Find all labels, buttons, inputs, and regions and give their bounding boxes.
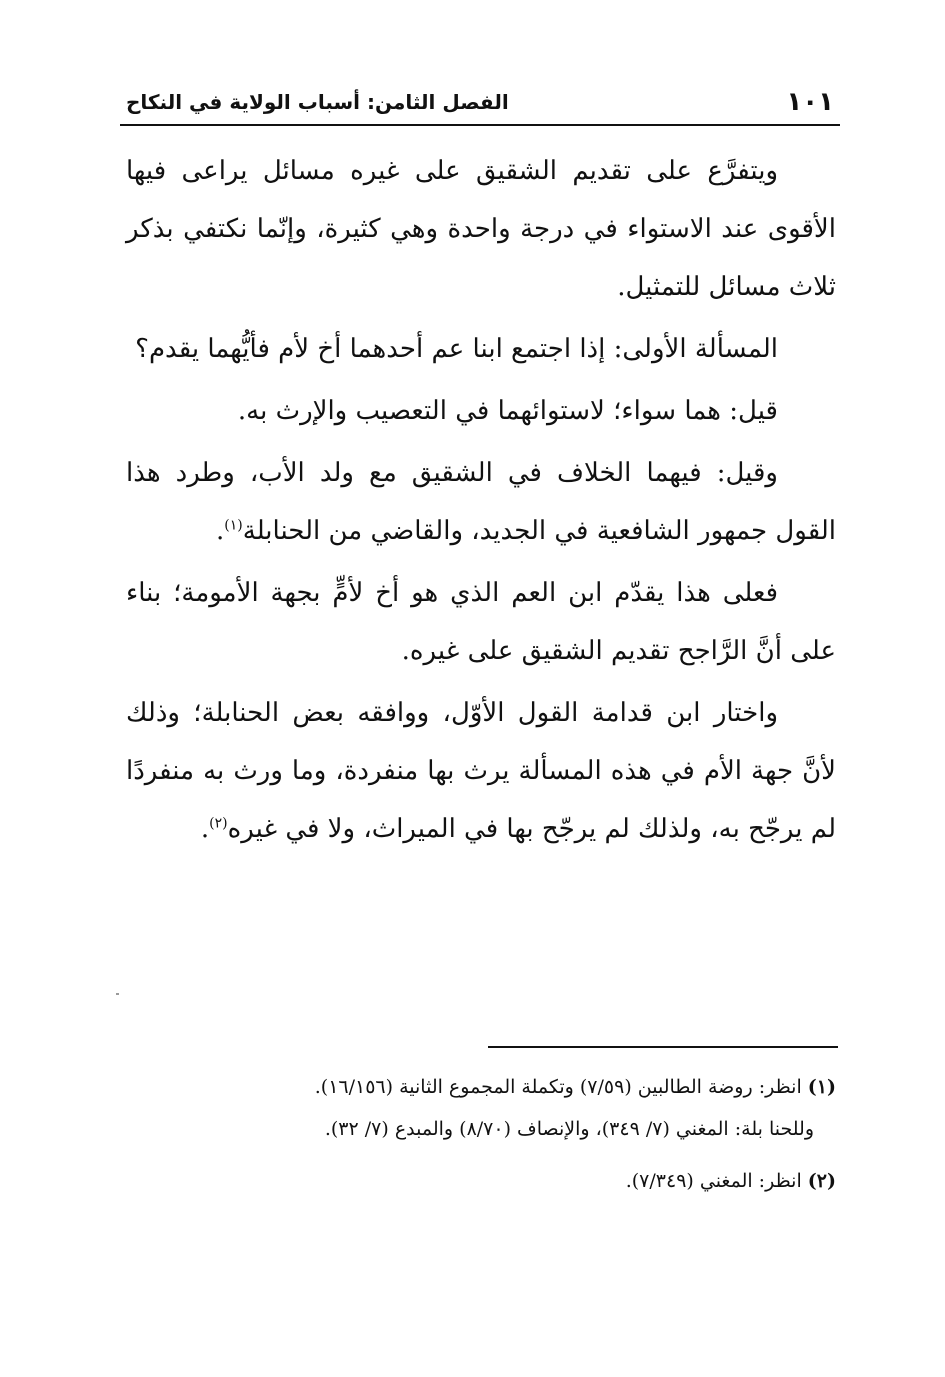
footnote-1-text: انظر: روضة الطالبين (٧/٥٩) وتكملة المجموع الثانية (١٦/١٥٦). xyxy=(314,1076,802,1098)
footnote-1-continuation: وللحنا بلة: المغني (٧/ ٣٤٩)، والإنصاف (٨/٧٠) والمبدع (٧/ ٣٢). xyxy=(324,1118,814,1140)
paragraph-intro: ويتفرَّع على تقديم الشقيق على غيره مسائل يراعى فيها الأقوى عند الاستواء في درجة واحدة وهي كثيرة، وإنّما نكتفي بذكر ثلاث مسائل للتمثيل. xyxy=(126,156,836,302)
footnotes xyxy=(200,1066,836,1202)
footnote-rule xyxy=(488,1046,838,1048)
footnote-2-text: انظر: المغني (٧/٣٤٩). xyxy=(625,1170,802,1192)
paragraph-first-issue: المسألة الأولى: إذا اجتمع ابنا عم أحدهما أخ لأم فأيُّهما يقدم؟ xyxy=(135,334,778,364)
paragraph-consequence: فعلى هذا يقدّم ابن العم الذي هو أخ لأمٍّ بجهة الأمومة؛ بناء على أنَّ الرَّاجح تقديم الشقيق على غيره. xyxy=(126,578,836,666)
footnote-1-number: (١) xyxy=(807,1076,836,1098)
footnote-ref-2[interactable]: (٢) xyxy=(209,815,228,832)
footnote-2 xyxy=(200,1160,836,1202)
paragraph-second-opinion: وقيل: فيهما الخلاف في الشقيق مع ولد الأب، وطرد هذا القول جمهور الشافعية في الجديد، والقاضي من الحنابلة$^{(١)}$. xyxy=(126,458,836,546)
header-rule xyxy=(120,124,840,126)
footnote-1 xyxy=(200,1066,836,1108)
page-number: ١٠١ xyxy=(786,87,834,117)
footnote-2-number: (٢) xyxy=(807,1170,836,1192)
chapter-title: الفصل الثامن: أسباب الولاية في النكاح xyxy=(126,90,509,114)
main-text xyxy=(126,142,836,858)
paragraph-ibn-qudama: واختار ابن قدامة القول الأوّل، ووافقه بعض الحنابلة؛ وذلك لأنَّ جهة الأم في هذه المسألة يرث بها منفردة، وما ورث به منفردًا لم يرجّح به، ولذلك لم يرجّح بها في الميراث، ولا في غيره$^{(٢)}$. xyxy=(126,698,836,844)
footnote-ref-1[interactable]: (١) xyxy=(224,517,243,534)
running-header xyxy=(120,82,840,122)
scan-speck xyxy=(116,993,119,995)
paragraph-first-opinion: قيل: هما سواء؛ لاستوائهما في التعصيب والإرث به. xyxy=(237,396,778,426)
